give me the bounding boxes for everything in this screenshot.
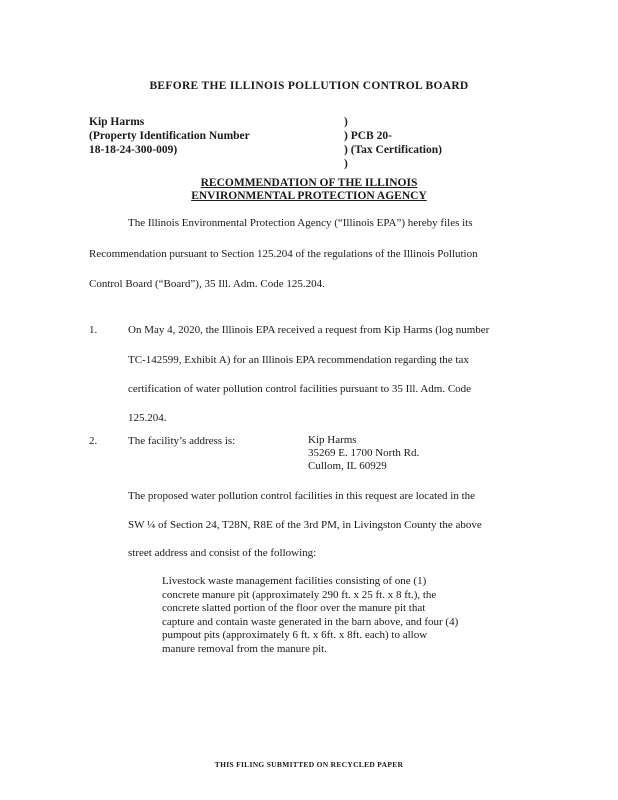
paragraph-number: 2. — [89, 435, 98, 447]
case-type: ) (Tax Certification) — [344, 144, 442, 156]
quote-line: manure removal from the manure pit. — [162, 642, 327, 655]
text-line: 125.204. — [128, 412, 167, 424]
text-line: The proposed water pollution control facilities in this request are located in the — [128, 490, 476, 502]
caption-bracket: ) — [344, 116, 348, 128]
case-number: ) PCB 20- — [344, 130, 392, 142]
property-id-label: (Property Identification Number — [89, 130, 250, 142]
caption-bracket: ) — [344, 158, 348, 170]
facility-address — [308, 434, 419, 473]
caption-left — [89, 115, 339, 157]
address-line: Cullom, IL 60929 — [308, 460, 387, 472]
paragraph-number: 1. — [89, 324, 98, 336]
recommendation-heading — [0, 177, 618, 203]
quote-line: concrete slatted portion of the floor over the manure pit that — [162, 602, 426, 614]
quote-line: capture and contain waste generated in the barn above, and four (4) — [162, 615, 459, 628]
quote-line: concrete manure pit (approximately 290 ft. x 25 ft. x 8 ft.), the — [162, 588, 437, 601]
quote-line: pumpout pits (approximately 6 ft. x 6ft. x 8ft. each) to allow — [162, 629, 428, 641]
quote-line: Livestock waste management facilities consisting of one (1) — [162, 575, 427, 587]
text-line: certification of water pollution control facilities pursuant to 35 Ill. Adm. Code — [128, 383, 472, 395]
text-line: On May 4, 2020, the Illinois EPA received a request from Kip Harms (log number — [128, 324, 490, 336]
address-line: Kip Harms — [308, 434, 357, 446]
text-line: Control Board (“Board”), 35 Ill. Adm. Code 125.204. — [89, 278, 325, 290]
address-label: The facility’s address is: — [128, 435, 236, 447]
facility-description-quote — [162, 575, 458, 656]
text-line: The Illinois Environmental Protection Agency (“Illinois EPA”) hereby files its — [128, 217, 473, 229]
recycled-paper-footer: THIS FILING SUBMITTED ON RECYCLED PAPER — [214, 760, 404, 769]
property-id-number: 18-18-24-300-009) — [89, 144, 178, 156]
text-line: SW ¼ of Section 24, T28N, R8E of the 3rd PM, in Livingston County the above — [128, 519, 482, 531]
recommendation-heading-line: RECOMMENDATION OF THE ILLINOIS — [200, 177, 418, 189]
address-line: 35269 E. 1700 North Rd. — [308, 447, 420, 459]
text-line: street address and consist of the following: — [128, 547, 317, 559]
recommendation-heading-line: ENVIRONMENTAL PROTECTION AGENCY — [191, 190, 427, 202]
text-line: Recommendation pursuant to Section 125.204 of the regulations of the Illinois Pollution — [89, 248, 478, 260]
caption-right — [344, 115, 544, 171]
text-line: TC-142599, Exhibit A) for an Illinois EPA recommendation regarding the tax — [128, 354, 469, 366]
court-title: BEFORE THE ILLINOIS POLLUTION CONTROL BOARD — [149, 80, 469, 92]
petitioner-name: Kip Harms — [89, 116, 145, 128]
